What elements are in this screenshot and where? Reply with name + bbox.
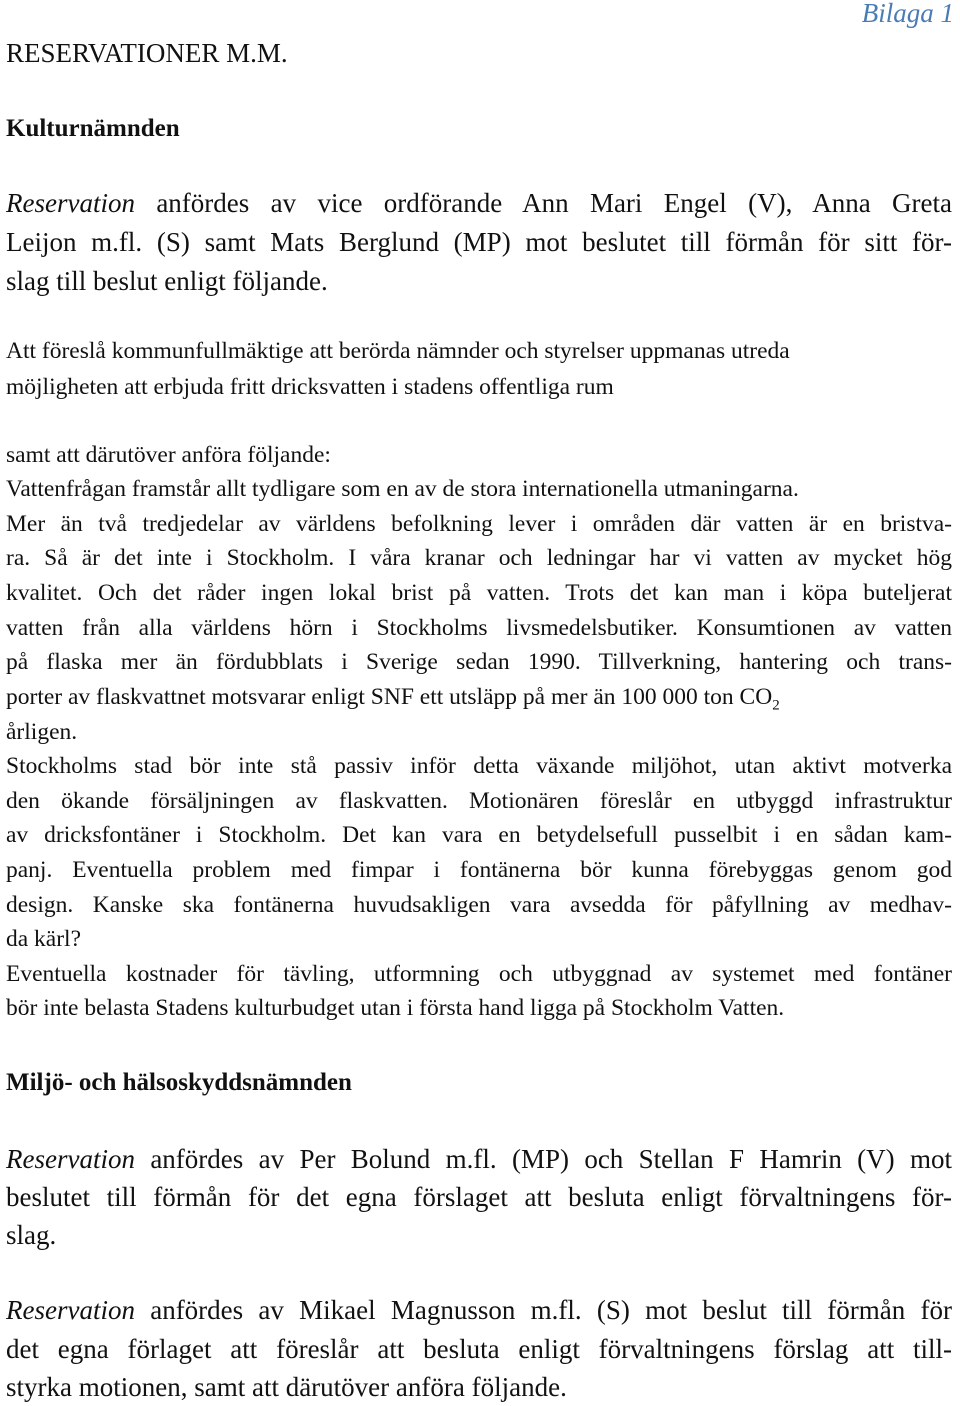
body-line: av dricksfontäner i Stockholm. Det kan vara en betydelsefull pusselbit i en sådan kam-	[6, 822, 952, 848]
reservation-line: Reservation anfördes av Mikael Magnusson m.fl. (S) mot beslut till förmån för	[6, 1295, 952, 1325]
reservation-line: beslutet till förmån för det egna förslaget att besluta enligt förvaltningens för-	[6, 1182, 952, 1212]
reservation-line: slag till beslut enligt följande.	[6, 266, 328, 296]
body-line: samt att därutöver anföra följande:	[6, 442, 331, 468]
section-heading-kultur: Kulturnämnden	[6, 115, 180, 142]
appendix-label: Bilaga 1	[861, 0, 954, 28]
body-line: panj. Eventuella problem med fimpar i fontänerna bör kunna förebyggas genom god	[6, 857, 952, 883]
section-heading-miljo: Miljö- och hälsoskyddsnämnden	[6, 1069, 352, 1096]
body-line: porter av flaskvattnet motsvarar enligt SNF ett utsläpp på mer än 100 000 ton $CO_2$	[6, 684, 780, 714]
document-title: RESERVATIONER M.M.	[6, 38, 288, 68]
body-line: Stockholms stad bör inte stå passiv inför detta växande miljöhot, utan aktivt motverka	[6, 753, 952, 779]
reservation-word: Reservation	[6, 188, 135, 218]
body-line: den ökande försäljningen av flaskvatten. Motionären föreslår en utbyggd infrastruktur	[6, 788, 952, 814]
body-line: kvalitet. Och det råder ingen lokal brist på vatten. Trots det kan man i köpa buteljerat	[6, 580, 952, 606]
reservation-word: Reservation	[6, 1144, 135, 1174]
body-line: da kärl?	[6, 926, 82, 952]
body-line: ra. Så är det inte i Stockholm. I våra kranar och ledningar har vi vatten av mycket hög	[6, 545, 952, 571]
reservation-line: Reservation anfördes av Per Bolund m.fl. (MP) och Stellan F Hamrin (V) mot	[6, 1144, 952, 1174]
reservation-line: det egna förlaget att föreslår att besluta enligt förvaltningens förslag att till-	[6, 1334, 952, 1364]
body-line: Mer än två tredjedelar av världens befolkning lever i områden där vatten är en bristva-	[6, 511, 952, 537]
proposal-line: möjligheten att erbjuda fritt dricksvatten i stadens offentliga rum	[6, 374, 614, 400]
reservation-word: Reservation	[6, 1295, 135, 1325]
body-line: Vattenfrågan framstår allt tydligare som en av de stora internationella utmaningarna.	[6, 476, 799, 502]
body-line: på flaska mer än fördubblats i Sverige sedan 1990. Tillverkning, hantering och trans-	[6, 649, 952, 675]
body-line: årligen.	[6, 719, 78, 745]
body-line: vatten från alla världens hörn i Stockholms livsmedelsbutiker. Konsumtionen av vatten	[6, 615, 952, 641]
proposal-line: Att föreslå kommunfullmäktige att berörda nämnder och styrelser uppmanas utreda	[6, 338, 790, 364]
body-line: Eventuella kostnader för tävling, utformning och utbyggnad av systemet med fontäner	[6, 961, 952, 987]
reservation-line: slag.	[6, 1220, 57, 1250]
reservation-line: Reservation anfördes av vice ordförande Ann Mari Engel (V), Anna Greta	[6, 188, 952, 218]
body-line: bör inte belasta Stadens kulturbudget utan i första hand ligga på Stockholm Vatten.	[6, 995, 785, 1021]
reservation-line: styrka motionen, samt att därutöver anföra följande.	[6, 1372, 567, 1402]
co2-subscript: 2	[772, 697, 780, 714]
body-line: design. Kanske ska fontänerna huvudsakligen vara avsedda för påfyllning av medhav-	[6, 892, 952, 918]
reservation-line: Leijon m.fl. (S) samt Mats Berglund (MP) mot beslutet till förmån för sitt för-	[6, 227, 952, 257]
